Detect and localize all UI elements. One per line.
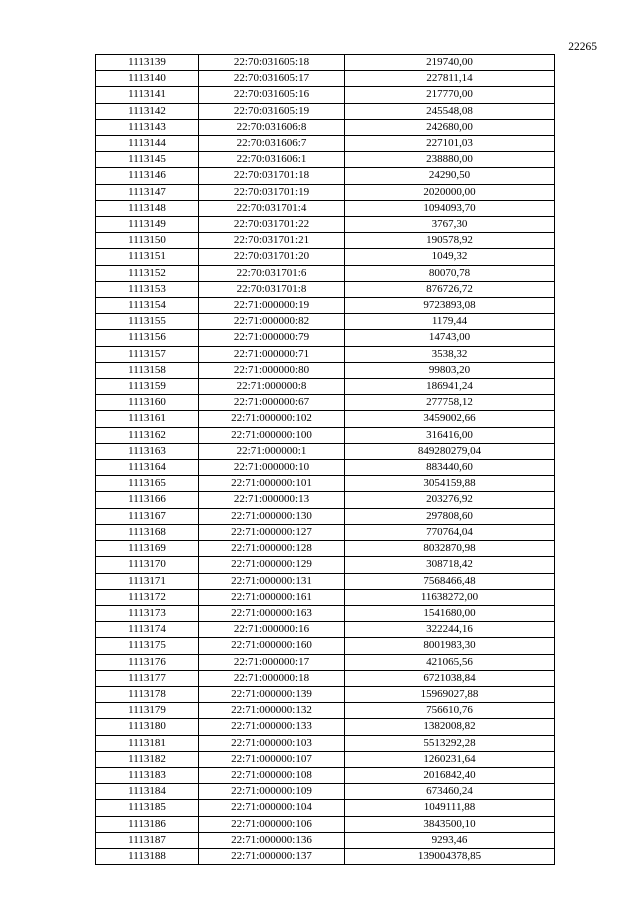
cadastral-number-cell: 22:70:031701:8 [199,281,345,297]
table-row [96,460,555,476]
table-row [96,136,555,152]
cadastral-number-cell: 22:71:000000:109 [199,784,345,800]
value-cell: 6721038,84 [345,670,555,686]
row-number-cell: 1113176 [96,654,199,670]
cadastral-number-cell: 22:70:031701:20 [199,249,345,265]
value-cell: 421065,56 [345,654,555,670]
value-cell: 297808,60 [345,508,555,524]
row-number-cell: 1113150 [96,233,199,249]
table-row [96,362,555,378]
row-number-cell: 1113182 [96,751,199,767]
cadastral-number-cell: 22:70:031606:8 [199,119,345,135]
value-cell: 308718,42 [345,557,555,573]
value-cell: 2020000,00 [345,184,555,200]
cadastral-number-cell: 22:71:000000:16 [199,622,345,638]
value-cell: 849280279,04 [345,443,555,459]
value-cell: 8032870,98 [345,541,555,557]
cadastral-number-cell: 22:71:000000:102 [199,411,345,427]
table-row [96,298,555,314]
row-number-cell: 1113149 [96,217,199,233]
cadastral-number-cell: 22:70:031701:18 [199,168,345,184]
value-cell: 1049111,88 [345,800,555,816]
row-number-cell: 1113145 [96,152,199,168]
value-cell: 3767,30 [345,217,555,233]
table-row [96,524,555,540]
row-number-cell: 1113140 [96,71,199,87]
cadastral-number-cell: 22:71:000000:18 [199,670,345,686]
cadastral-number-cell: 22:71:000000:13 [199,492,345,508]
cadastral-number-cell: 22:70:031701:22 [199,217,345,233]
value-cell: 3538,32 [345,346,555,362]
row-number-cell: 1113141 [96,87,199,103]
cadastral-number-cell: 22:71:000000:129 [199,557,345,573]
row-number-cell: 1113155 [96,314,199,330]
table-row [96,427,555,443]
row-number-cell: 1113148 [96,200,199,216]
value-cell: 883440,60 [345,460,555,476]
value-cell: 5513292,28 [345,735,555,751]
cadastral-number-cell: 22:71:000000:108 [199,767,345,783]
table-row [96,119,555,135]
row-number-cell: 1113144 [96,136,199,152]
table-row [96,589,555,605]
value-cell: 9723893,08 [345,298,555,314]
table-row [96,800,555,816]
table-row [96,832,555,848]
row-number-cell: 1113159 [96,379,199,395]
row-number-cell: 1113175 [96,638,199,654]
cadastral-number-cell: 22:70:031605:18 [199,55,345,71]
row-number-cell: 1113160 [96,395,199,411]
cadastral-number-cell: 22:71:000000:127 [199,524,345,540]
value-cell: 1049,32 [345,249,555,265]
value-cell: 80070,78 [345,265,555,281]
row-number-cell: 1113139 [96,55,199,71]
cadastral-number-cell: 22:70:031701:19 [199,184,345,200]
row-number-cell: 1113188 [96,848,199,864]
table-body [96,55,555,865]
cadastral-number-cell: 22:71:000000:17 [199,654,345,670]
cadastral-number-cell: 22:71:000000:107 [199,751,345,767]
cadastral-number-cell: 22:70:031605:17 [199,71,345,87]
value-cell: 24290,50 [345,168,555,184]
value-cell: 673460,24 [345,784,555,800]
page-number: 22265 [568,41,597,53]
cadastral-number-cell: 22:70:031701:21 [199,233,345,249]
table-row [96,233,555,249]
cadastral-number-cell: 22:71:000000:8 [199,379,345,395]
value-cell: 186941,24 [345,379,555,395]
cadastral-number-cell: 22:71:000000:10 [199,460,345,476]
table-row [96,751,555,767]
table-row [96,443,555,459]
value-cell: 227811,14 [345,71,555,87]
table-row [96,816,555,832]
table-row [96,670,555,686]
row-number-cell: 1113158 [96,362,199,378]
table-row [96,249,555,265]
cadastral-number-cell: 22:71:000000:79 [199,330,345,346]
value-cell: 1260231,64 [345,751,555,767]
row-number-cell: 1113162 [96,427,199,443]
table-row [96,87,555,103]
cadastral-number-cell: 22:70:031606:7 [199,136,345,152]
value-cell: 322244,16 [345,622,555,638]
row-number-cell: 1113153 [96,281,199,297]
row-number-cell: 1113187 [96,832,199,848]
row-number-cell: 1113171 [96,573,199,589]
table-row [96,784,555,800]
cadastral-number-cell: 22:71:000000:131 [199,573,345,589]
table-row [96,168,555,184]
row-number-cell: 1113181 [96,735,199,751]
table-row [96,71,555,87]
row-number-cell: 1113146 [96,168,199,184]
value-cell: 139004378,85 [345,848,555,864]
cadastral-number-cell: 22:71:000000:139 [199,686,345,702]
table-row [96,767,555,783]
value-cell: 217770,00 [345,87,555,103]
table-row [96,184,555,200]
cadastral-number-cell: 22:71:000000:128 [199,541,345,557]
cadastral-number-cell: 22:70:031701:6 [199,265,345,281]
row-number-cell: 1113152 [96,265,199,281]
value-cell: 227101,03 [345,136,555,152]
table-row [96,55,555,71]
table-row [96,605,555,621]
value-cell: 1179,44 [345,314,555,330]
row-number-cell: 1113166 [96,492,199,508]
table-row [96,541,555,557]
cadastral-number-cell: 22:71:000000:19 [199,298,345,314]
cadastral-number-cell: 22:71:000000:163 [199,605,345,621]
cadastral-number-cell: 22:71:000000:1 [199,443,345,459]
value-cell: 15969027,88 [345,686,555,702]
table-row [96,848,555,864]
value-cell: 219740,00 [345,55,555,71]
row-number-cell: 1113165 [96,476,199,492]
table-row [96,573,555,589]
row-number-cell: 1113185 [96,800,199,816]
table-row [96,719,555,735]
table-row [96,622,555,638]
row-number-cell: 1113183 [96,767,199,783]
row-number-cell: 1113179 [96,703,199,719]
cadastral-number-cell: 22:71:000000:160 [199,638,345,654]
value-cell: 11638272,00 [345,589,555,605]
cadastral-number-cell: 22:71:000000:104 [199,800,345,816]
value-cell: 3459002,66 [345,411,555,427]
value-cell: 756610,76 [345,703,555,719]
value-cell: 203276,92 [345,492,555,508]
row-number-cell: 1113184 [96,784,199,800]
row-number-cell: 1113173 [96,605,199,621]
table-row [96,654,555,670]
row-number-cell: 1113151 [96,249,199,265]
cadastral-number-cell: 22:70:031701:4 [199,200,345,216]
cadastral-number-cell: 22:71:000000:100 [199,427,345,443]
table-row [96,265,555,281]
value-cell: 9293,46 [345,832,555,848]
cadastral-number-cell: 22:71:000000:82 [199,314,345,330]
cadastral-number-cell: 22:70:031605:16 [199,87,345,103]
value-cell: 242680,00 [345,119,555,135]
value-cell: 8001983,30 [345,638,555,654]
cadastral-number-cell: 22:71:000000:71 [199,346,345,362]
table-row [96,476,555,492]
value-cell: 190578,92 [345,233,555,249]
table-row [96,508,555,524]
value-cell: 3843500,10 [345,816,555,832]
table-row [96,686,555,702]
cadastral-number-cell: 22:71:000000:133 [199,719,345,735]
row-number-cell: 1113168 [96,524,199,540]
cadastral-number-cell: 22:70:031606:1 [199,152,345,168]
cadastral-number-cell: 22:71:000000:161 [199,589,345,605]
row-number-cell: 1113172 [96,589,199,605]
value-cell: 99803,20 [345,362,555,378]
row-number-cell: 1113143 [96,119,199,135]
row-number-cell: 1113156 [96,330,199,346]
row-number-cell: 1113178 [96,686,199,702]
table-row [96,492,555,508]
row-number-cell: 1113164 [96,460,199,476]
table-row [96,703,555,719]
cadastral-number-cell: 22:71:000000:67 [199,395,345,411]
table-row [96,638,555,654]
value-cell: 277758,12 [345,395,555,411]
table-row [96,200,555,216]
value-cell: 14743,00 [345,330,555,346]
row-number-cell: 1113174 [96,622,199,638]
table-row [96,103,555,119]
row-number-cell: 1113142 [96,103,199,119]
value-cell: 1541680,00 [345,605,555,621]
row-number-cell: 1113157 [96,346,199,362]
cadastral-number-cell: 22:71:000000:101 [199,476,345,492]
data-table [95,54,555,865]
row-number-cell: 1113161 [96,411,199,427]
row-number-cell: 1113163 [96,443,199,459]
table-row [96,217,555,233]
value-cell: 1094093,70 [345,200,555,216]
table-row [96,346,555,362]
cadastral-number-cell: 22:71:000000:130 [199,508,345,524]
value-cell: 3054159,88 [345,476,555,492]
row-number-cell: 1113154 [96,298,199,314]
value-cell: 876726,72 [345,281,555,297]
cadastral-number-cell: 22:71:000000:103 [199,735,345,751]
value-cell: 238880,00 [345,152,555,168]
row-number-cell: 1113147 [96,184,199,200]
cadastral-number-cell: 22:70:031605:19 [199,103,345,119]
value-cell: 2016842,40 [345,767,555,783]
table-row [96,281,555,297]
row-number-cell: 1113170 [96,557,199,573]
cadastral-number-cell: 22:71:000000:80 [199,362,345,378]
table-row [96,152,555,168]
table-row [96,379,555,395]
cadastral-number-cell: 22:71:000000:137 [199,848,345,864]
cadastral-number-cell: 22:71:000000:106 [199,816,345,832]
value-cell: 245548,08 [345,103,555,119]
value-cell: 316416,00 [345,427,555,443]
table-row [96,735,555,751]
table-row [96,411,555,427]
value-cell: 1382008,82 [345,719,555,735]
row-number-cell: 1113169 [96,541,199,557]
table-row [96,330,555,346]
row-number-cell: 1113186 [96,816,199,832]
table-row [96,314,555,330]
row-number-cell: 1113167 [96,508,199,524]
row-number-cell: 1113180 [96,719,199,735]
value-cell: 770764,04 [345,524,555,540]
table-row [96,557,555,573]
value-cell: 7568466,48 [345,573,555,589]
table-row [96,395,555,411]
cadastral-number-cell: 22:71:000000:136 [199,832,345,848]
row-number-cell: 1113177 [96,670,199,686]
cadastral-number-cell: 22:71:000000:132 [199,703,345,719]
